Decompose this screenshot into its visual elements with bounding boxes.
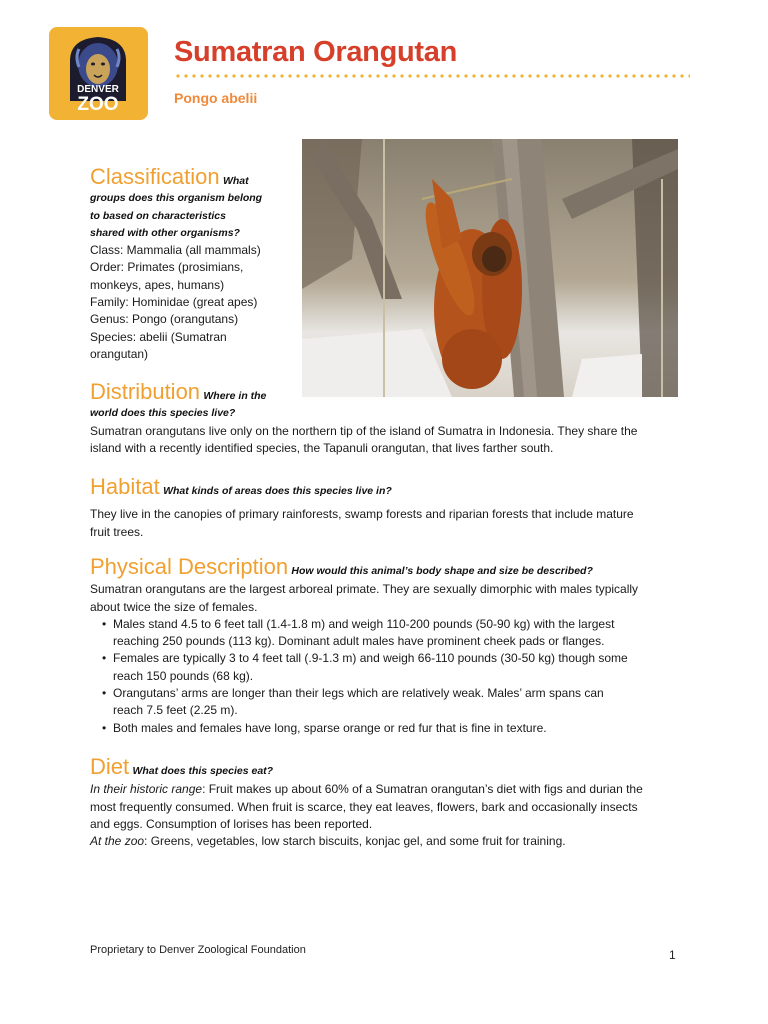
habitat-body: fruit trees. [90,524,144,539]
classification-question-line: shared with other organisms? [90,226,240,239]
logo-text-denver: DENVER [77,84,119,95]
habitat-heading: Habitat [90,474,160,499]
habitat-body: They live in the canopies of primary rainforests, swamp forests and riparian forests that include mature [90,507,634,522]
lion-emblem-icon [49,27,148,120]
classification-line: Family: Hominidae (great apes) [90,295,258,310]
logo-text-zoo: ZOO [77,94,119,115]
classification-question-line: groups does this organism belong [90,192,263,205]
diet-wild-label: In their historic range [90,782,203,797]
diet-wild-text: : Fruit makes up about 60% of a Sumatran orangutan’s diet with figs and durian the [202,782,643,797]
physical-bullet-list [90,616,638,737]
dotted-divider [174,73,690,79]
classification-line: Class: Mammalia (all mammals) [90,243,261,258]
diet-wild-text: and eggs. Consumption of lorises has been reported. [90,816,373,831]
classification-section [90,164,263,363]
classification-line: Order: Primates (prosimians, [90,260,244,275]
physical-section [90,554,639,737]
classification-line: Species: abelii (Sumatran [90,329,227,344]
diet-zoo-text: : Greens, vegetables, low starch biscuits, konjac gel, and some fruit for training. [144,834,566,849]
scientific-name: Pongo abelii [174,90,258,106]
classification-line: orangutan) [90,346,149,361]
diet-zoo-label: At the zoo [90,834,145,849]
denver-zoo-logo [49,27,148,120]
classification-question: What [222,175,249,187]
habitat-section [90,474,634,541]
physical-intro: Sumatran orangutans are the largest arboreal primate. They are sexually dimorphic with males typically [90,582,639,597]
distribution-question-line: world does this species live? [90,407,236,420]
list-item: • Females are typically 3 to 4 feet tall (.9-1.3 m) and weigh 66-110 pounds (30-50 kg) though some reach 150 pounds (68 kg). [90,650,638,685]
diet-question: What does this species eat? [132,765,274,777]
physical-question: How would this animal’s body shape and size be described? [291,565,593,577]
habitat-question: What kinds of areas does this species live in? [163,485,392,497]
list-item: • Males stand 4.5 to 6 feet tall (1.4-1.8 m) and weigh 110-200 pounds (50-90 kg) with the largest reaching 250 pounds (113 kg). Dominant adult males have prominent cheek pads or flanges. [90,616,638,651]
orangutan-photo [302,139,678,397]
footer-text: Proprietary to Denver Zoological Foundation [90,944,306,956]
distribution-question: Where in the [203,390,267,402]
classification-question-line: to based on characteristics [90,209,226,222]
diet-section [90,754,643,850]
list-item: • Both males and females have long, sparse orange or red fur that is fine in texture. [90,720,638,737]
distribution-section [90,379,638,457]
distribution-body: Sumatran orangutans live only on the northern tip of the island of Sumatra in Indonesia. They share the [90,423,638,438]
physical-intro: about twice the size of females. [90,599,258,614]
distribution-heading: Distribution [90,379,201,404]
classification-heading: Classification [90,164,220,189]
diet-wild-text: most frequently consumed. When fruit is scarce, they eat leaves, flowers, bark and occasionally insects [90,799,638,814]
distribution-body: island with a recently identified species, the Tapanuli orangutan, that lives farther south. [90,440,554,455]
classification-line: Genus: Pongo (orangutans) [90,312,239,327]
physical-heading: Physical Description [90,554,289,579]
classification-line: monkeys, apes, humans) [90,277,225,292]
diet-heading: Diet [90,754,130,779]
page-number: 1 [669,948,676,962]
page-title: Sumatran Orangutan [174,36,458,68]
list-item: • Orangutans’ arms are longer than their legs which are relatively weak. Males’ arm spans can reach 7.5 feet (2.25 m). [90,685,638,720]
